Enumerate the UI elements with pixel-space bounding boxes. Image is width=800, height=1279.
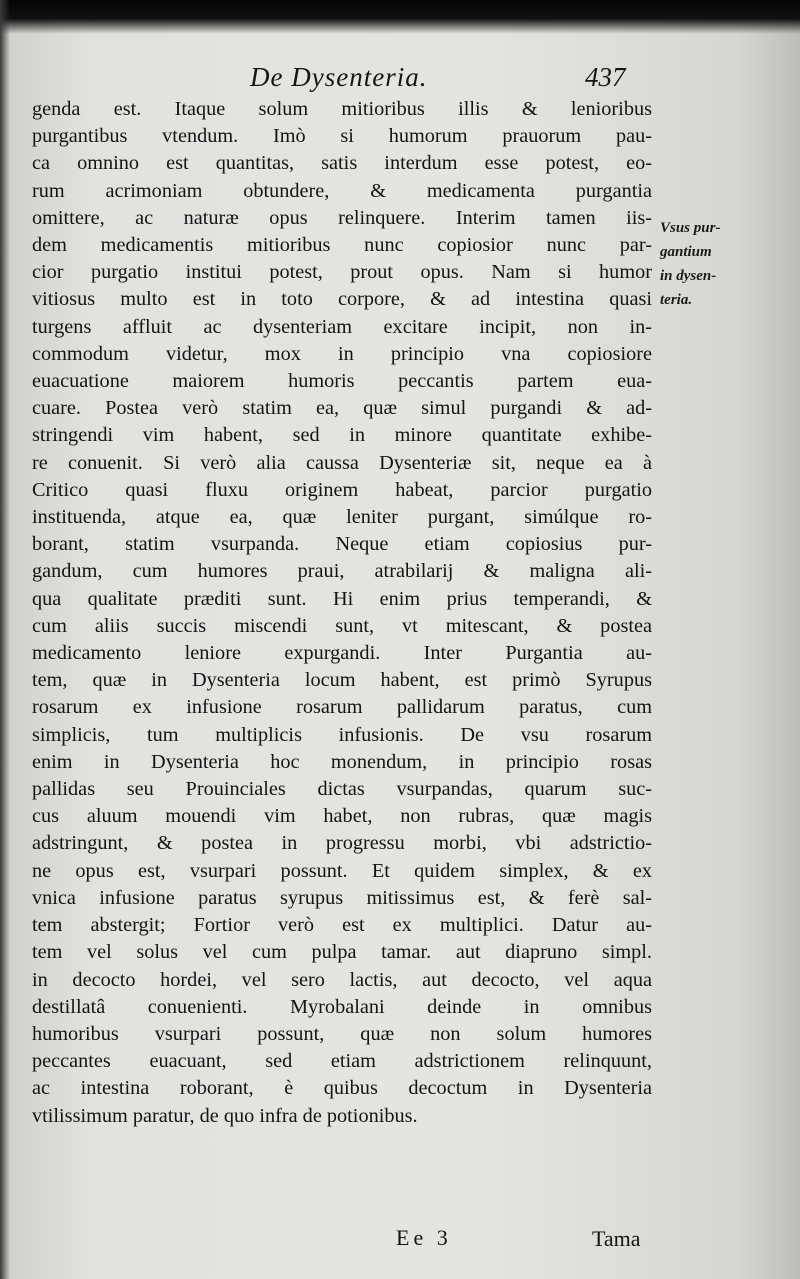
marginal-note [660,216,800,312]
scan-top-shadow [0,0,800,34]
text-line: borant, statim vsurpanda. Neque etiam copiosius pur- [32,533,652,556]
text-line: euacuatione maiorem humoris peccantis partem eua- [32,370,652,393]
text-line: enim in Dysenteria hoc monendum, in principio rosas [32,750,652,773]
text-line: ne opus est, vsurpari possunt. Et quidem simplex, & ex [32,859,652,882]
text-line: purgantibus vtendum. Imò si humorum prauorum pau- [32,125,652,148]
text-line: instituenda, atque ea, quæ leniter purgant, simúlque ro- [32,506,652,529]
text-line: gandum, cum humores praui, atrabilarij & maligna ali- [32,560,652,583]
text-line: commodum videtur, mox in principio vna copiosiore [32,342,652,365]
running-head: De Dysenteria. [250,62,428,92]
text-line: vnica infusione paratus syrupus mitissimus est, & ferè sal- [32,886,652,909]
text-line: destillatâ conuenienti. Myrobalani deinde in omnibus [32,995,652,1018]
text-line: ac intestina roborant, è quibus decoctum in Dysenteria [32,1077,652,1100]
marginal-note-line: teria. [660,292,693,308]
text-line: genda est. Itaque solum mitioribus illis & lenioribus [32,98,652,120]
text-line: stringendi vim habent, sed in minore quantitate exhibe- [32,424,652,447]
text-line: turgens affluit ac dysenteriam excitare incipit, non in- [32,315,652,338]
text-line: qua qualitate præditi sunt. Hi enim prius temperandi, & [32,587,652,610]
page-number: 437 [585,62,626,92]
text-line: cus aluum mouendi vim habet, non rubras, quæ magis [32,805,652,828]
text-line: peccantes euacuant, sed etiam adstrictionem relinquunt, [32,1050,652,1073]
text-line: re conuenit. Si verò alia caussa Dysenteriæ sit, neque ea à [32,451,652,474]
text-line: vtilissimum paratur, de quo infra de potionibus. [32,1104,418,1127]
marginal-note-line: in dysen- [660,268,717,284]
signature-mark: Ee 3 [396,1225,452,1250]
text-line: Critico quasi fluxu originem habeat, parcior purgatio [32,478,652,501]
text-line: cior purgatio institui potest, prout opus. Nam si humor [32,261,652,284]
text-line: cuare. Postea verò statim ea, quæ simul purgandi & ad- [32,397,652,420]
text-line: vitiosus multo est in toto corpore, & ad intestina quasi [32,288,652,311]
body-text [32,96,652,1130]
text-line: tem vel solus vel cum pulpa tamar. aut diapruno simpl. [32,941,652,964]
text-line: humoribus vsurpari possunt, quæ non solum humores [32,1022,652,1045]
text-line: dem medicamentis mitioribus nunc copiosior nunc par- [32,234,652,257]
catchword: Tama [592,1226,641,1251]
scan-gutter-shadow [0,0,10,1279]
text-line: tem abstergit; Fortior verò est ex multiplici. Datur au- [32,914,652,937]
marginal-note-line: gantium [660,244,712,260]
text-line: cum aliis succis miscendi sunt, vt mitescant, & postea [32,614,652,637]
text-line: rosarum ex infusione rosarum pallidarum paratus, cum [32,696,652,719]
text-line: adstringunt, & postea in progressu morbi, vbi adstrictio- [32,832,652,855]
text-line: in decocto hordei, vel sero lactis, aut decocto, vel aqua [32,968,652,991]
text-line: omittere, ac naturæ opus relinquere. Interim tamen iis- [32,206,652,229]
text-line: tem, quæ in Dysenteria locum habent, est primò Syrupus [32,669,652,692]
text-line: medicamento leniore expurgandi. Inter Purgantia au- [32,642,652,665]
marginal-note-line: Vsus pur- [660,220,721,236]
text-line: ca omnino est quantitas, satis interdum esse potest, eo- [32,152,652,175]
text-line: rum acrimoniam obtundere, & medicamenta purgantia [32,179,652,202]
text-line: pallidas seu Prouinciales dictas vsurpandas, quarum suc- [32,778,652,801]
text-line: simplicis, tum multiplicis infusionis. De vsu rosarum [32,723,652,746]
